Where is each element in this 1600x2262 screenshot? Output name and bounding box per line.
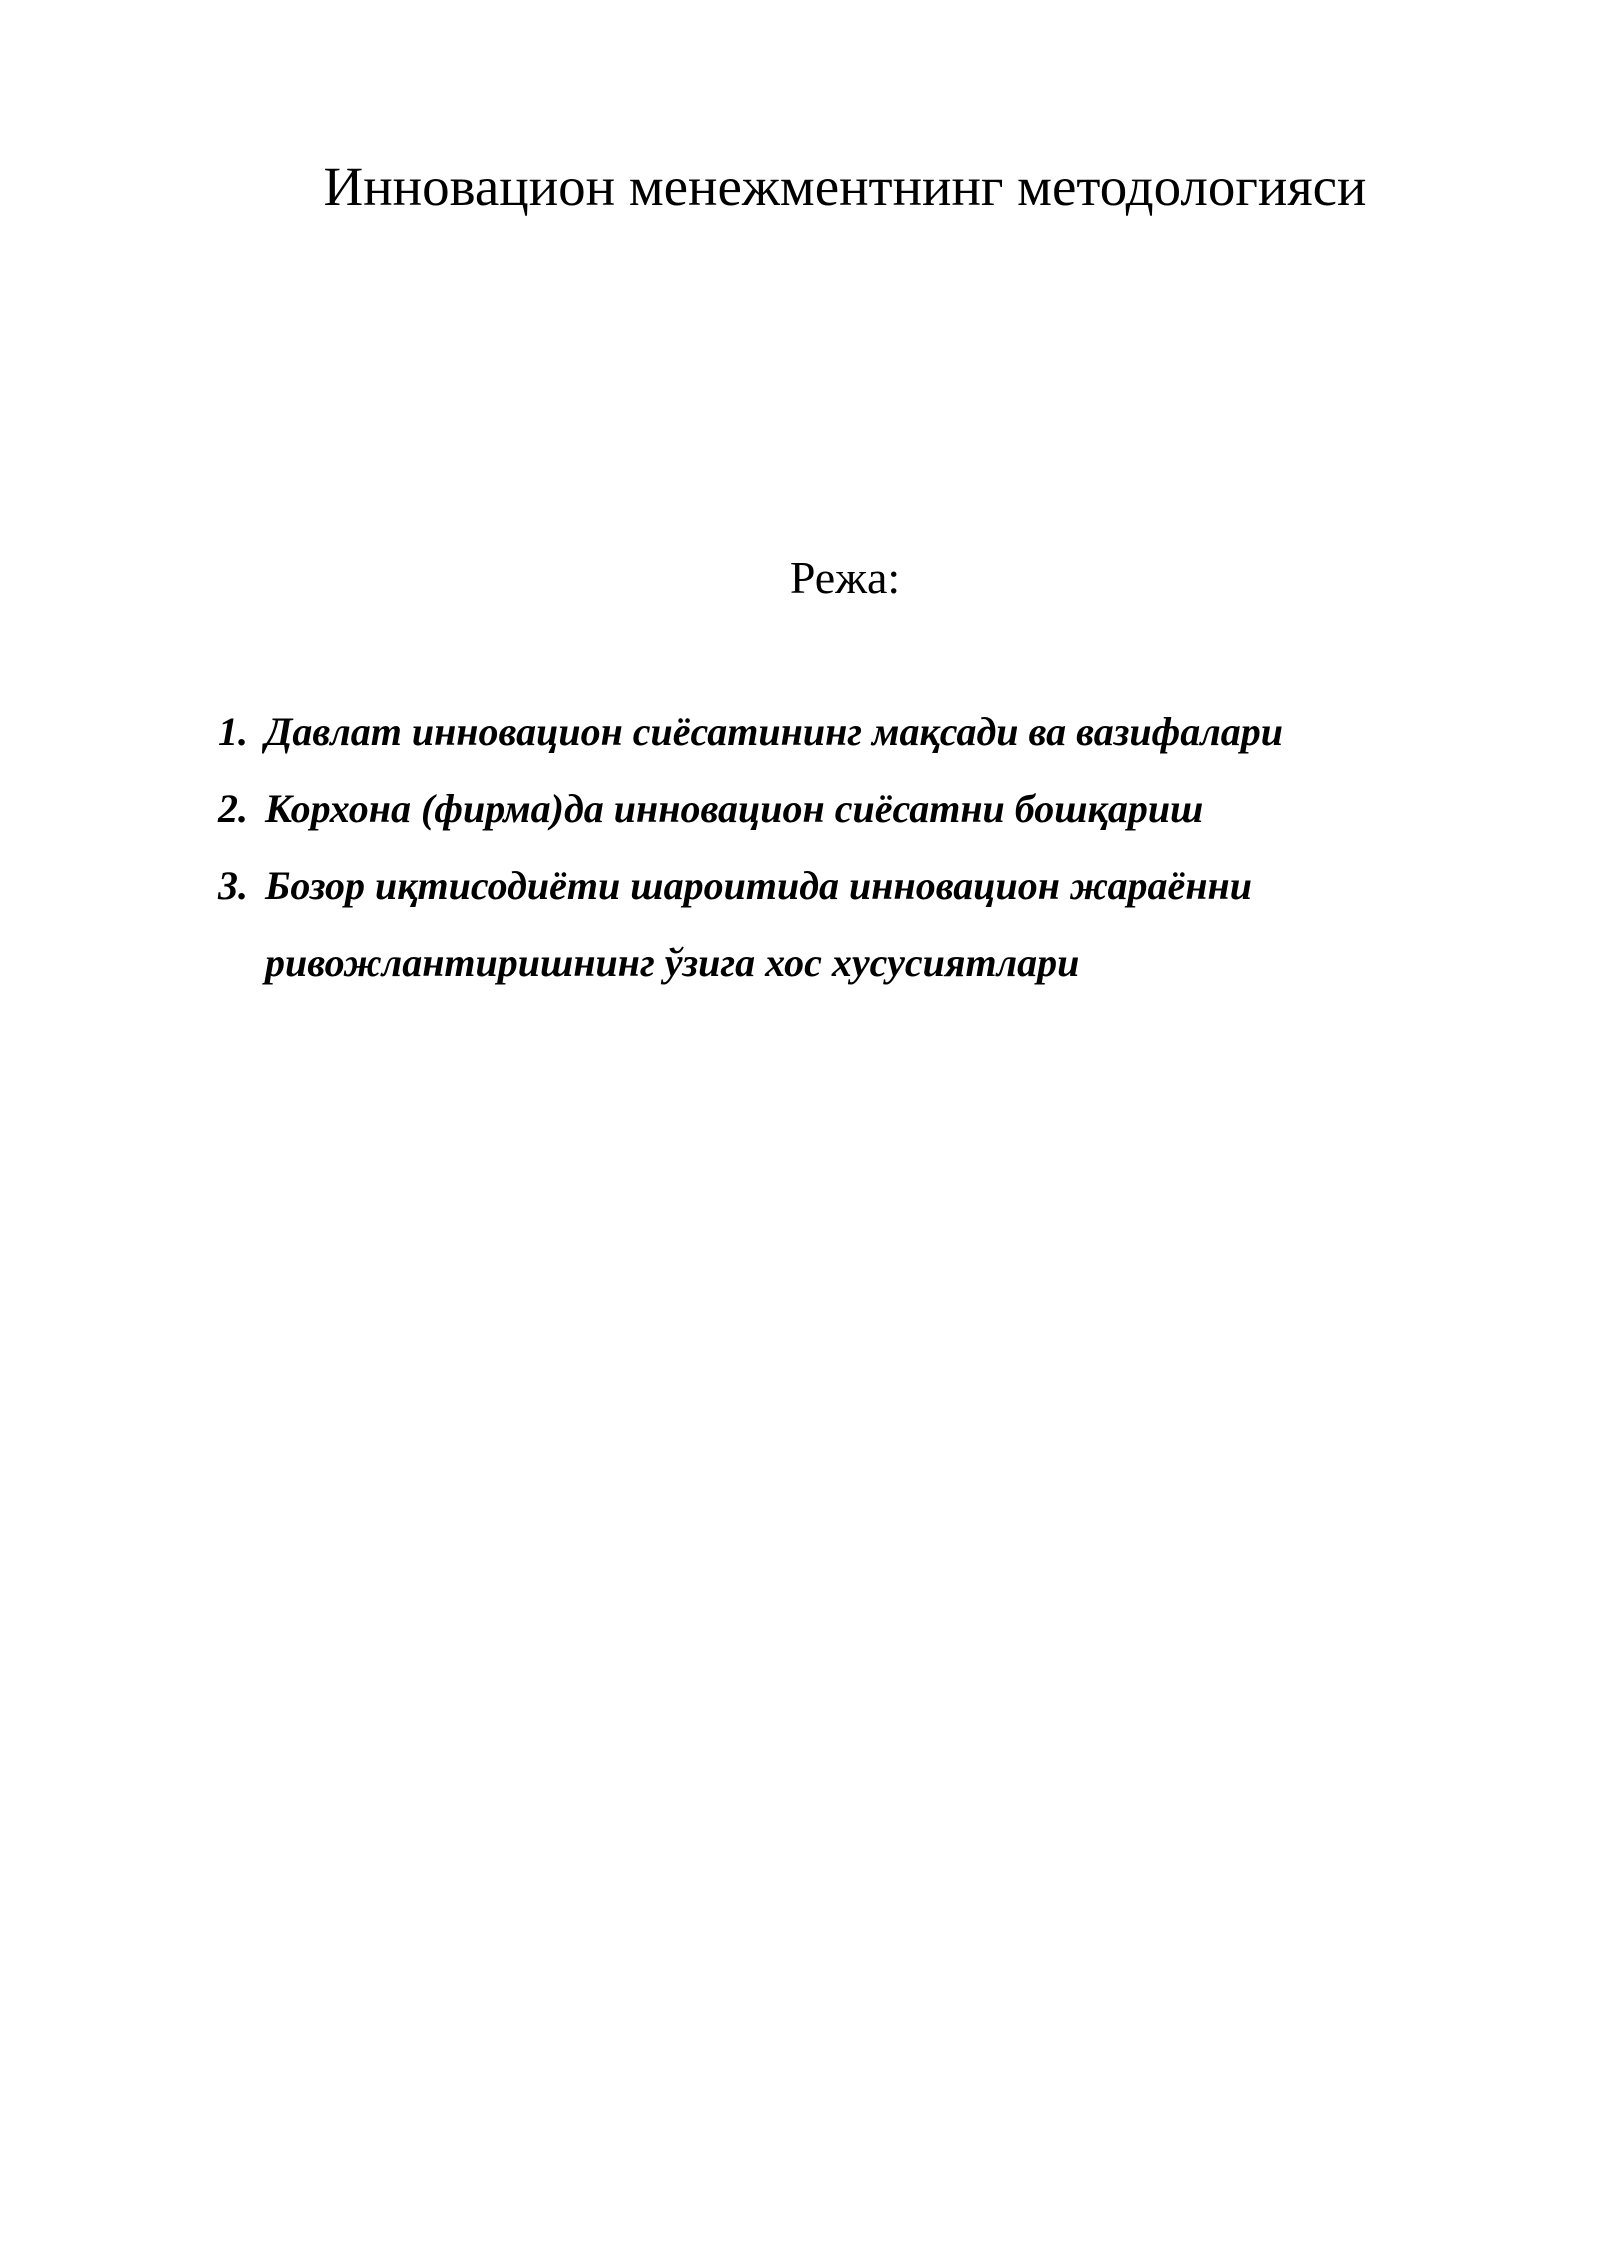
plan-item-text: Давлат инновацион сиёсатининг мақсади ва вазифалари <box>265 709 1283 754</box>
plan-heading: Режа: <box>789 552 901 603</box>
document-title: Инновацион менежментнинг методологияси <box>323 156 1367 217</box>
plan-item-3 <box>218 847 1283 1001</box>
plan-item-2 <box>218 770 1283 847</box>
plan-item-number: 2. <box>218 786 248 831</box>
plan-item-1 <box>218 693 1283 770</box>
plan-item-number: 1. <box>218 709 248 754</box>
plan-item-text-continuation: ривожлантиришнинг ўзига хос хусусиятлари <box>265 940 1080 985</box>
plan-item-number: 3. <box>218 863 248 908</box>
plan-list <box>218 693 1283 1001</box>
plan-item-text: Корхона (фирма)да инновацион сиёсатни бошқариш <box>265 786 1204 831</box>
plan-item-text: Бозор иқтисодиёти шароитида инновацион жараённи <box>265 863 1252 908</box>
